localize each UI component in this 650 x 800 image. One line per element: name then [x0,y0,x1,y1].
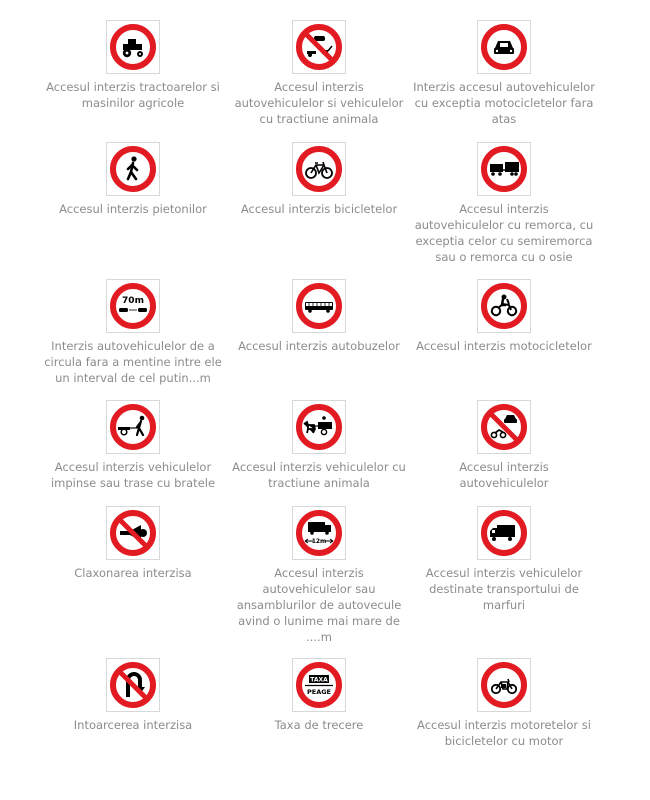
car-front-icon [479,22,529,72]
sign-cars-except-motorcycles [411,20,597,127]
sign-motor-vehicles [411,400,597,491]
handcart-icon [108,402,158,452]
sign-caption: Accesul interzis motoretelor si bicicletelor cu motor [417,718,591,748]
sign-caption: Accesul interzis pietonilor [59,202,207,216]
horn-crossed-icon [108,508,158,558]
sign-caption: Accesul interzis autovehiculelor [459,460,549,490]
sign-frame [106,658,160,712]
sign-frame [477,506,531,560]
sign-frame [292,658,346,712]
sign-caption: Accesul interzis vehiculelor destinate transportului de marfuri [425,566,583,612]
sign-frame [292,400,346,454]
toll-icon [294,660,344,710]
sign-cars-and-carts [226,20,412,127]
sign-caption: Accesul interzis vehiculelor impinse sau trase cu bratele [50,460,216,490]
sign-bicycles [226,142,412,217]
sign-animal-carts [226,400,412,491]
sign-no-horn [40,506,226,581]
length-label: 12m [311,538,327,545]
sign-handcarts [40,400,226,491]
sign-goods-vehicles [411,506,597,613]
no-u-turn-icon [108,660,158,710]
sign-minimum-distance [40,279,226,386]
sign-caption: Accesul interzis autobuzelor [238,339,400,353]
sign-caption: Interzis accesul autovehiculelor cu exceptia motocicletelor fara atas [413,80,595,126]
sign-frame [292,20,346,74]
sign-caption: Taxa de trecere [274,718,364,732]
sign-frame [477,400,531,454]
sign-caption: Accesul interzis tractoarelor si masinilor agricole [46,80,220,110]
sign-frame [477,279,531,333]
moped-icon [479,660,529,710]
sign-frame [292,506,346,560]
sign-pedestrians [40,142,226,217]
sign-tractors [40,20,226,111]
toll-bottom-label: PEAGE [306,688,332,696]
sign-motorcycles [411,279,597,354]
sign-caption: Intoarcerea interzisa [73,718,193,732]
sign-caption: Accesul interzis motocicletelor [416,339,592,353]
sign-caption: Accesul interzis autovehiculelor si vehiculelor cu tractiune animala [234,80,404,126]
pedestrian-icon [108,144,158,194]
car-and-cart-crossed-icon [294,22,344,72]
sign-frame [106,279,160,333]
sign-caption: Interzis autovehiculelor de a circula fara a mentine intre ele un interval de cel putin...m [44,339,222,385]
sign-caption: Accesul interzis vehiculelor cu tractiune animala [232,460,406,490]
bicycle-icon [294,144,344,194]
toll-top-label: TAXA [310,676,328,684]
truck-length-icon [294,508,344,558]
sign-caption: Accesul interzis autovehiculelor sau ansamblurilor de autovecule avind o lunime mai mare de ....m [236,566,402,644]
horse-cart-icon [294,402,344,452]
car-and-motorcycle-crossed-icon [479,402,529,452]
sign-frame [106,20,160,74]
minimum-distance-icon [108,281,158,331]
sign-frame [292,142,346,196]
sign-length-limit [226,506,412,645]
truck-with-trailer-icon [479,144,529,194]
distance-label: 70m [122,296,144,306]
sign-frame [292,279,346,333]
sign-caption: Accesul interzis bicicletelor [240,202,398,216]
sign-buses [226,279,412,354]
sign-caption: Accesul interzis autovehiculelor cu remorca, cu exceptia celor cu semiremorca sau o remorca cu o osie [414,202,594,264]
sign-frame [106,400,160,454]
sign-caption: Claxonarea interzisa [74,566,192,580]
sign-no-u-turn [40,658,226,733]
sign-frame [106,506,160,560]
sign-frame [477,20,531,74]
sign-trailers [411,142,597,265]
sign-frame [477,142,531,196]
bus-icon [294,281,344,331]
sign-frame [106,142,160,196]
sign-toll [226,658,412,733]
sign-frame [477,658,531,712]
tractor-icon [108,22,158,72]
sign-mopeds [411,658,597,749]
motorcycle-icon [479,281,529,331]
truck-icon [479,508,529,558]
